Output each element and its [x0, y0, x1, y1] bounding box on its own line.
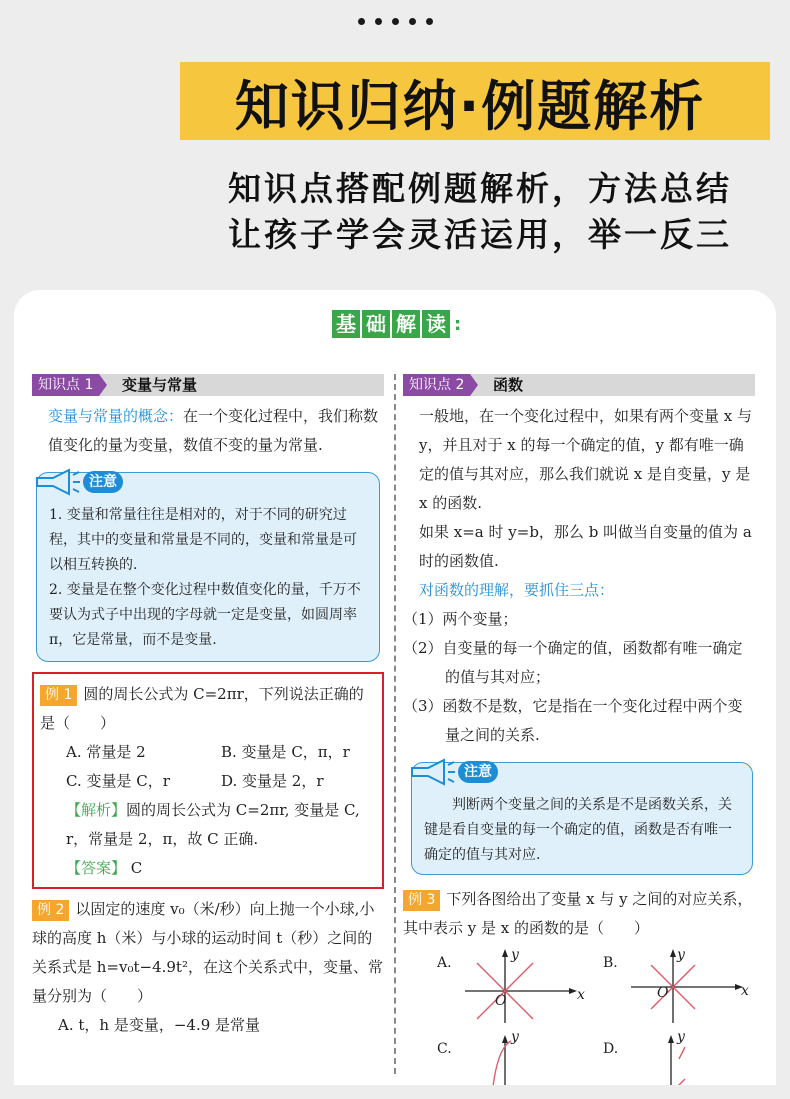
example-1-analysis — [40, 796, 376, 854]
option-a: A. 常量是 2 — [66, 743, 146, 761]
page-dots — [0, 18, 790, 25]
graph-d-y: y — [677, 1029, 685, 1045]
section-char: 础 — [362, 310, 390, 338]
graph-a-label: A. — [437, 955, 452, 971]
answer-value: C — [130, 859, 143, 877]
concept-paragraph — [32, 402, 384, 460]
note-box — [36, 472, 380, 662]
example-1-options-row — [40, 738, 376, 767]
point-1: （1）两个变量； — [403, 610, 518, 628]
megaphone-icon — [33, 467, 81, 497]
page-title: 知识归纳·例题解析 — [234, 75, 706, 138]
example-2-tag: 例 2 — [32, 900, 69, 921]
left-column — [32, 374, 384, 1040]
example-3-graphs — [403, 943, 755, 1085]
option-d: D. 变量是 2，r — [221, 772, 324, 790]
function-definition: 一般地，在一个变化过程中，如果有两个变量 x 与 y，并且对于 x 的每一个确定的值，y 都有唯一确定的值与其对应，那么我们就说 x 是自变量，y 是 x 的函数. — [419, 407, 752, 512]
graph-a-y: y — [511, 947, 519, 963]
function-value-definition: 如果 x=a 时 y=b，那么 b 叫做当自变量的值为 a 时的函数值. — [419, 523, 752, 570]
analysis-label: 【解析】 — [66, 801, 127, 819]
knowledge-point-tag: 知识点 2 — [403, 374, 470, 396]
note-box-2 — [411, 762, 753, 875]
graph-b-origin: O — [657, 985, 669, 1001]
example-3-question: 下列各图给出了变量 x 与 y 之间的对应关系，其中表示 y 是 x 的函数的是（ ） — [403, 890, 753, 937]
graph-b-y: y — [677, 947, 685, 963]
note-badge: 注意 — [83, 471, 123, 493]
graph-a — [455, 947, 585, 1025]
section-char: 解 — [392, 310, 420, 338]
graph-b-label: B. — [603, 955, 618, 971]
section-char: 读 — [422, 310, 450, 338]
right-column — [403, 374, 755, 1085]
note-header — [33, 467, 123, 497]
example-3 — [403, 885, 755, 943]
graph-a-origin: O — [495, 993, 507, 1009]
knowledge-point-title: 变量与常量 — [122, 376, 198, 394]
example-3-tag: 例 3 — [403, 890, 440, 911]
example-1-options-row — [40, 767, 376, 796]
example-2-option-a: A. t，h 是变量，−4.9 是常量 — [58, 1016, 261, 1034]
graph-b — [621, 947, 751, 1025]
subtitle-line-2: 让孩子学会灵活运用，举一反三 — [228, 215, 732, 254]
note-text: 判断两个变量之间的关系是不是函数关系，关键是看自变量的每一个确定的值，函数是否有唯一确定的值与其对应. — [424, 797, 732, 863]
graph-d-label: D. — [603, 1041, 619, 1057]
knowledge-point-header — [32, 374, 384, 396]
note-header — [408, 757, 498, 787]
point-2: （2）自变量的每一个确定的值，函数都有唯一确定的值与其对应； — [403, 639, 743, 686]
example-1-tag: 例 1 — [40, 685, 77, 706]
section-colon: : — [454, 314, 462, 335]
example-2 — [32, 895, 384, 1040]
graph-c-label: C. — [437, 1041, 452, 1057]
knowledge-point-title: 函数 — [493, 376, 524, 394]
example-1-question: 圆的周长公式为 C=2πr，下列说法正确的是（ ） — [40, 685, 364, 732]
example-1-box — [32, 672, 384, 889]
content-card — [14, 290, 776, 1085]
example-2-question: 以固定的速度 v₀（米/秒）向上抛一个小球,小球的高度 h（米）与小球的运动时间 t（秒）之间的关系式是 h=v₀t−4.9t²，在这个关系式中，变量、常量分别为（ ） — [32, 900, 383, 1005]
option-b: B. 变量是 C，π，r — [221, 743, 350, 761]
graph-a-x: x — [577, 987, 585, 1003]
graph-c-y: y — [511, 1029, 519, 1045]
note-badge: 注意 — [458, 761, 498, 783]
note-item-1: 1. 变量和常量往往是相对的，对于不同的研究过程，其中的变量和常量是不同的，变量和常量是可以相互转换的. — [49, 507, 357, 573]
answer-label: 【答案】 — [66, 859, 127, 877]
concept-text: 在一个变化过程中，我们称数值变化的量为变量，数值不变的量为常量. — [48, 407, 379, 454]
graph-d — [621, 1029, 751, 1085]
concept-label: 变量与常量的概念： — [48, 407, 184, 425]
note-item-2: 2. 变量是在整个变化过程中数值变化的量，千万不要认为式子中出现的字母就一定是变量，如圆周率 π，它是常量，而不是变量. — [49, 582, 361, 648]
column-divider — [394, 374, 396, 1074]
graph-c — [455, 1029, 585, 1085]
section-title — [332, 310, 461, 338]
analysis-text: 圆的周长公式为 C=2πr, 变量是 C, r，常量是 2，π，故 C 正确. — [66, 801, 360, 848]
point-3: （3）函数不是数，它是指在一个变化过程中两个变量之间的关系. — [403, 697, 743, 744]
knowledge-point-tag: 知识点 1 — [32, 374, 99, 396]
graph-b-x: x — [741, 983, 749, 999]
knowledge-point-header — [403, 374, 755, 396]
section-char: 基 — [332, 310, 360, 338]
grasp-title: 对函数的理解，要抓住三点： — [419, 581, 615, 599]
megaphone-icon — [408, 757, 456, 787]
subtitle-line-1: 知识点搭配例题解析，方法总结 — [228, 169, 732, 208]
option-c: C. 变量是 C，r — [66, 772, 170, 790]
example-1-answer — [40, 854, 376, 883]
